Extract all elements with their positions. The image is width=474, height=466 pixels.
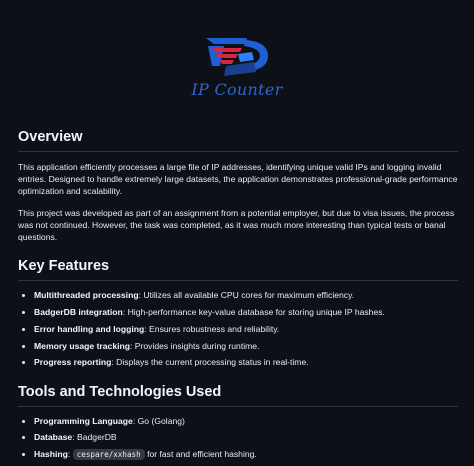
tool-desc: : Go (Golang)	[132, 415, 185, 426]
logo-title: IP Counter	[191, 80, 283, 99]
feature-desc: : High-performance key-value database for storing unique IP hashes.	[122, 307, 385, 318]
key-features-section	[18, 257, 458, 368]
list-item	[34, 323, 458, 335]
feature-label: BadgerDB integration	[34, 307, 123, 318]
ip-counter-logo-icon	[198, 32, 276, 80]
feature-label: Memory usage tracking	[34, 340, 130, 351]
tools-list	[18, 415, 458, 461]
tools-section	[18, 383, 458, 461]
tool-label: Database	[34, 432, 73, 443]
list-item	[34, 306, 458, 318]
feature-label: Error handling and logging	[34, 323, 145, 334]
feature-desc: : Ensures robustness and reliability.	[144, 323, 280, 334]
tool-sep: :	[67, 449, 73, 460]
overview-section	[18, 128, 458, 243]
tools-heading: Tools and Technologies Used	[18, 383, 458, 407]
tool-label: Hashing	[34, 449, 68, 460]
readme-content	[18, 128, 458, 466]
key-features-list	[18, 289, 458, 368]
logo	[0, 32, 474, 104]
list-item	[34, 356, 458, 368]
list-item	[34, 340, 458, 352]
feature-label: Multithreaded processing	[34, 290, 139, 301]
feature-label: Progress reporting	[34, 357, 112, 368]
feature-desc: : Displays the current processing status in real-time.	[111, 357, 309, 368]
list-item	[34, 448, 458, 461]
tool-desc: : BadgerDB	[72, 432, 117, 443]
tool-desc: for fast and efficient hashing.	[144, 449, 257, 460]
list-item	[34, 289, 458, 301]
overview-heading: Overview	[18, 128, 458, 152]
key-features-heading: Key Features	[18, 257, 458, 281]
hash-library-code: cespare/xxhash	[73, 449, 145, 460]
list-item	[34, 431, 458, 443]
tool-label: Programming Language	[34, 415, 133, 426]
feature-desc: : Utilizes all available CPU cores for maximum efficiency.	[138, 290, 355, 301]
overview-paragraph-1: This application efficiently processes a large file of IP addresses, identifying unique valid IPs and logging invalid entries. Designed to handle extremely large datasets, the application demonstrates professional-grade performance optimization and scalability.	[18, 162, 458, 197]
list-item	[34, 415, 458, 427]
feature-desc: : Provides insights during runtime.	[130, 340, 260, 351]
overview-paragraph-2: This project was developed as part of an assignment from a potential employer, but due to visa issues, the process was not continued. However, the task was completed, as it was much more interesting than typical tests or banal questions.	[18, 207, 455, 243]
